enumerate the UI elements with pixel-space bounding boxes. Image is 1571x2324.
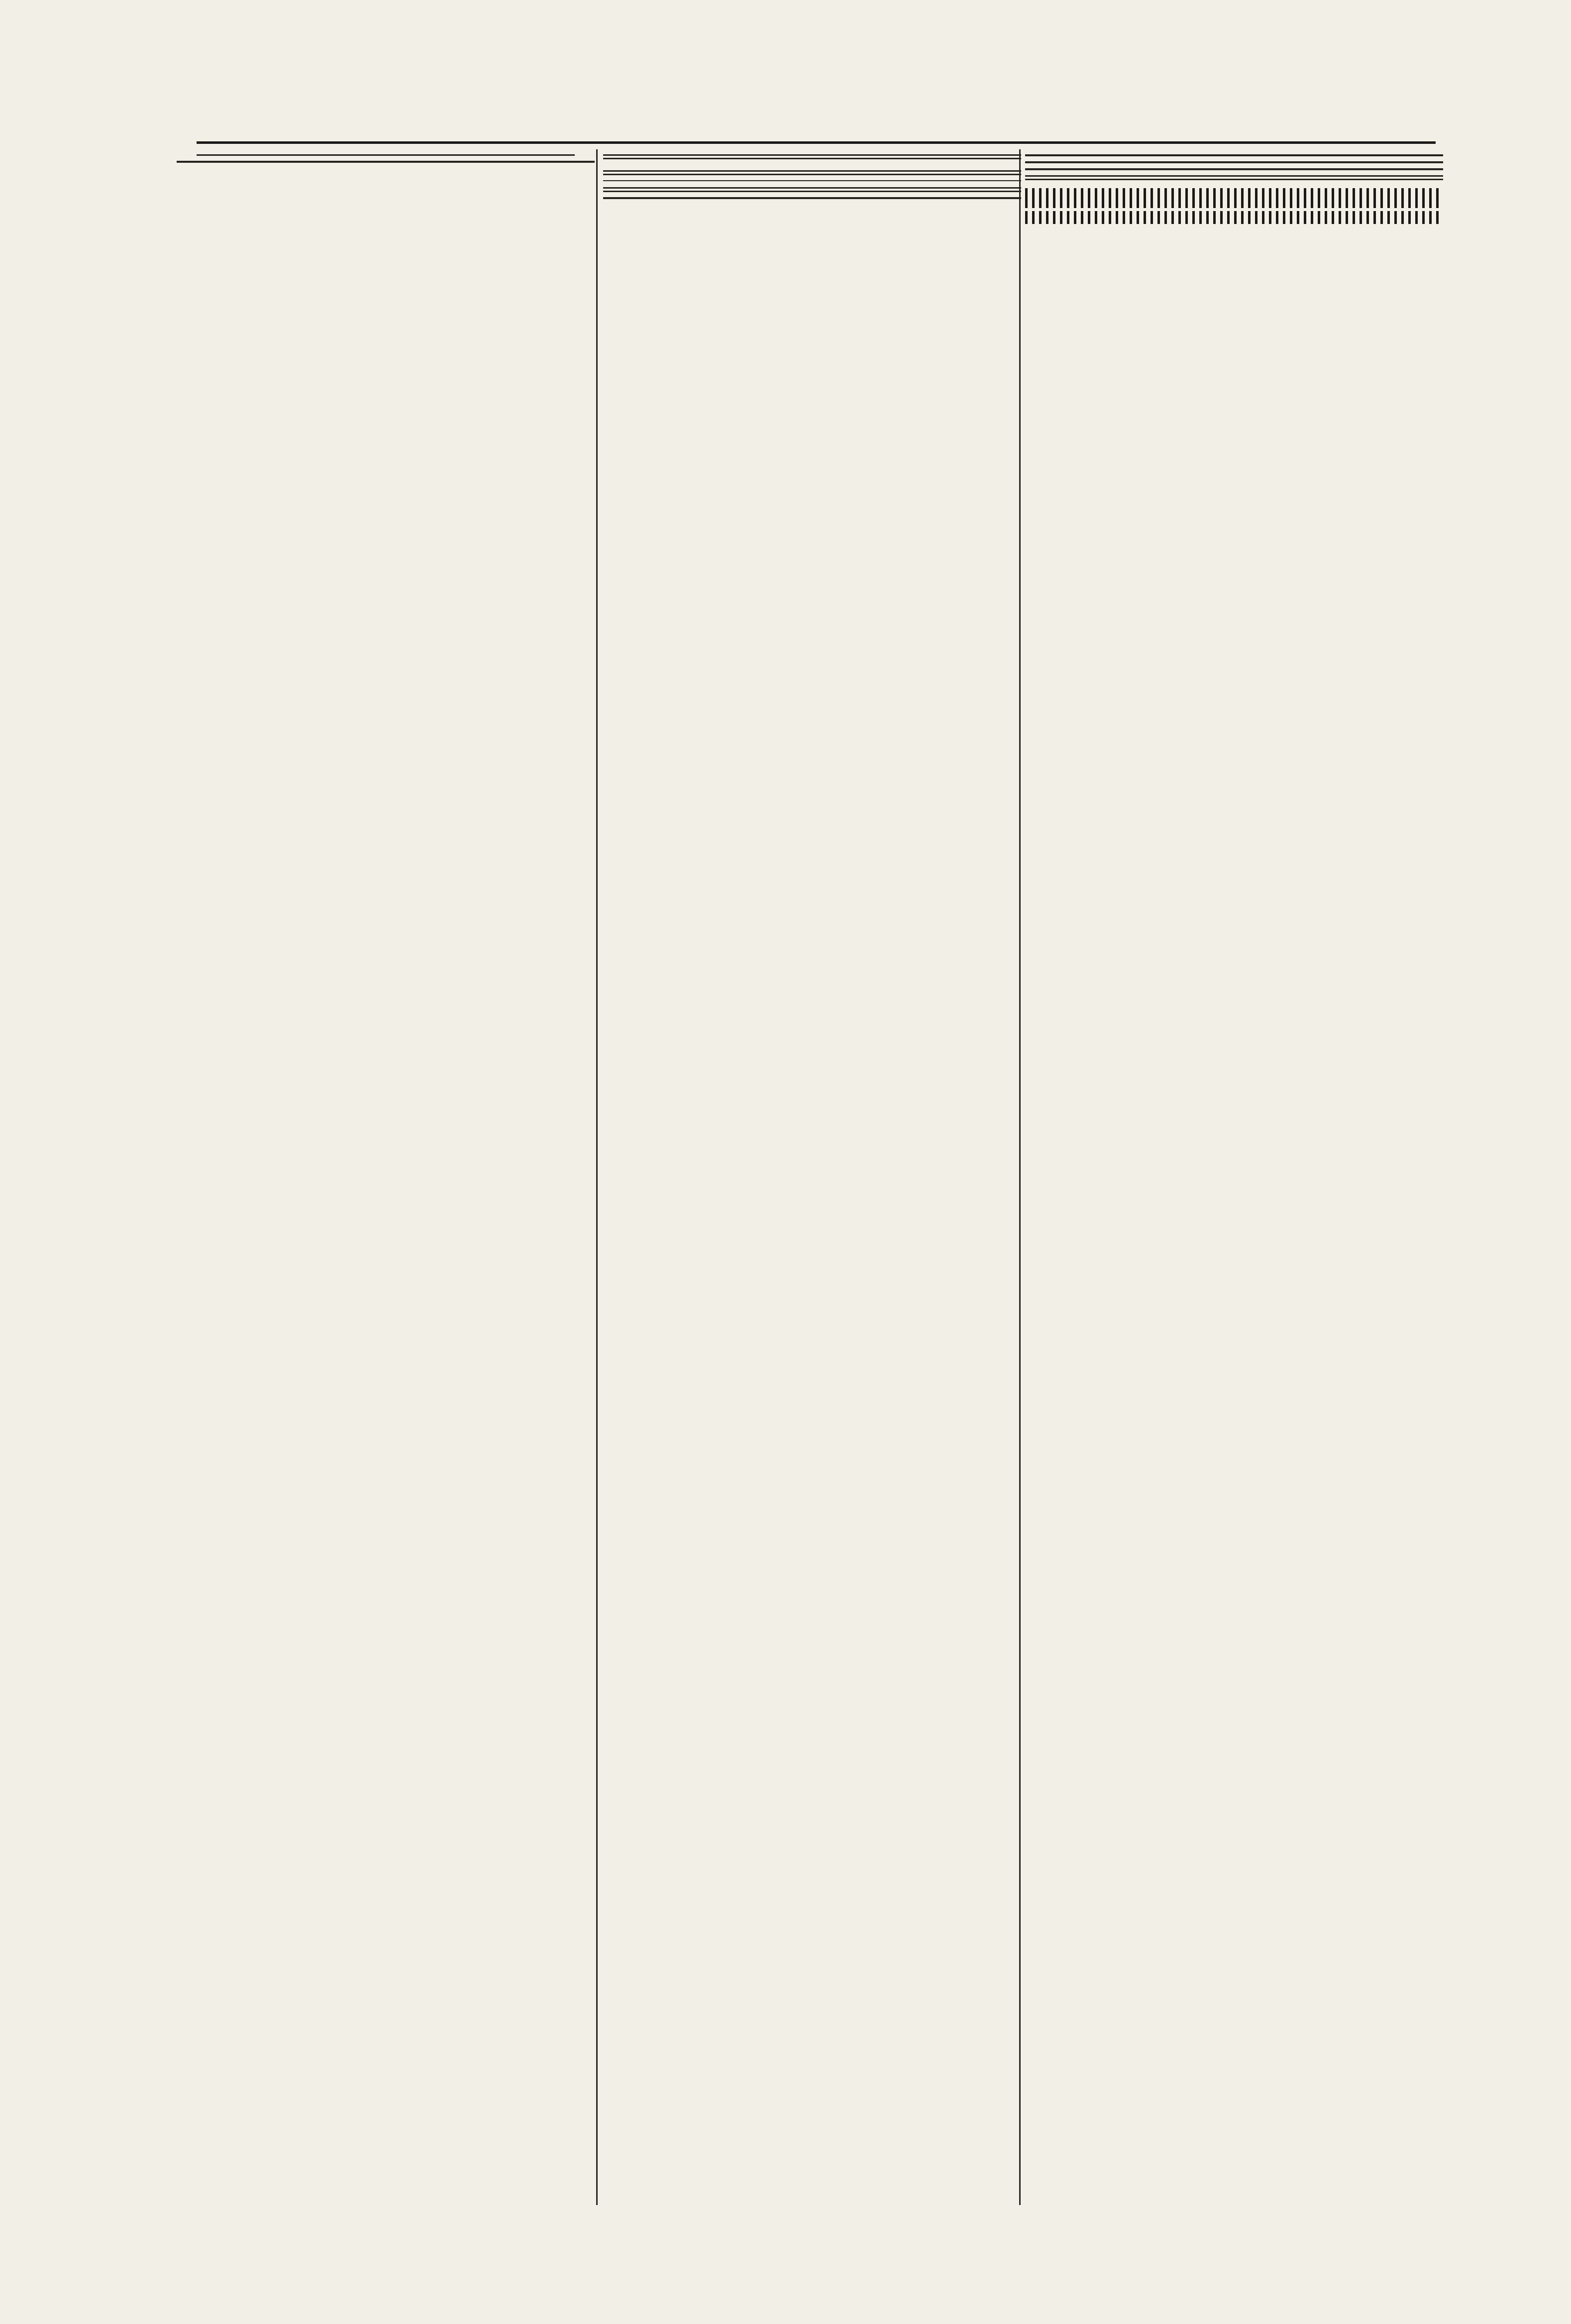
header-rule	[197, 141, 1436, 144]
divider	[1025, 175, 1443, 180]
divider	[603, 197, 1021, 199]
ornamental-border	[1025, 211, 1443, 224]
divider	[603, 187, 1021, 192]
column-3	[1025, 149, 1443, 2205]
divider	[177, 161, 595, 163]
kursy-date	[603, 180, 1021, 181]
divider	[1025, 161, 1443, 163]
column-1	[177, 149, 595, 2205]
divider	[1025, 168, 1443, 170]
column-2	[603, 149, 1021, 2205]
divider	[603, 154, 1021, 159]
column-divider	[596, 149, 598, 2205]
divider	[603, 170, 1021, 175]
ornamental-border	[1025, 188, 1443, 208]
divider	[1025, 154, 1443, 156]
divider	[197, 154, 575, 156]
page-header	[199, 113, 1433, 140]
